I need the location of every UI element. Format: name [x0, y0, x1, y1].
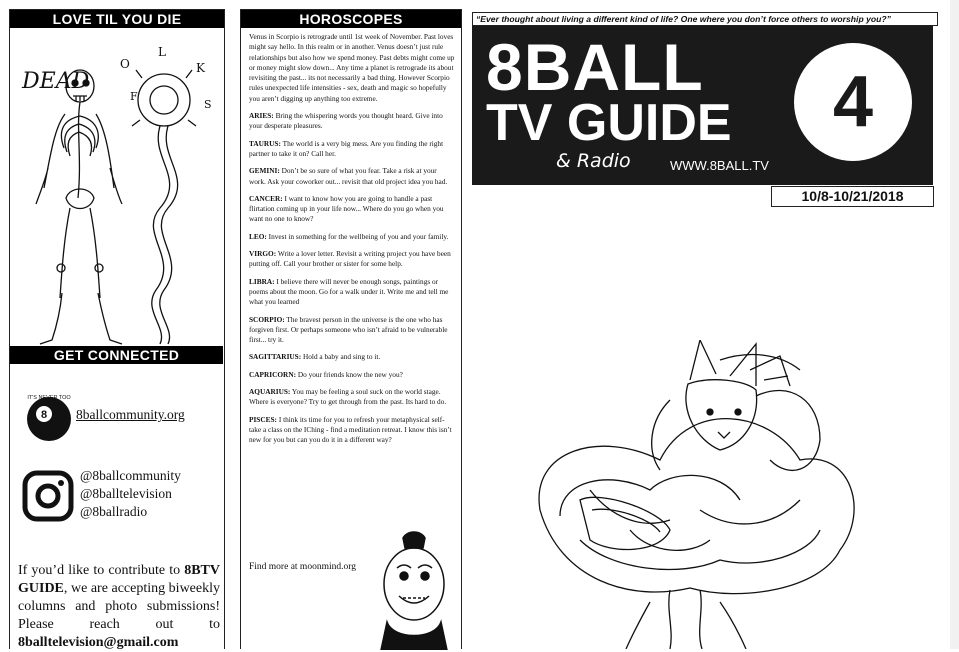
title-banner [472, 26, 933, 185]
sign-text: The world is a very big mess. Are you finding the right partner to take it on? Call her. [249, 138, 444, 158]
sign-text: Do your friends know the new you? [297, 369, 403, 379]
sign-pisces [249, 415, 455, 446]
letter-l: L [158, 45, 166, 59]
sign-name: PISCES: [249, 414, 277, 424]
horoscopes-column [240, 9, 462, 649]
sign-name: TAURUS: [249, 138, 281, 148]
horoscope-intro: Venus in Scorpio is retrograde until 1st week of November. Past loves might say hello. In this realm or in another. Venus doesn’t just rule relationships but also how we spend money. Past debts might come up or money might slow down... Any time a planet is retrograde its about revisiting the past... its not necessarily a bad thing. However Scorpio rules unexpected life intensities - sex, death and magic so hopefully you aren’t digging up anything too extreme. [249, 32, 455, 103]
sign-text: I believe there will never be enough songs, paintings or poems about the moon. Go for a walk under it. Write me and tell me what you learned [249, 276, 449, 307]
8ball-logo-icon [24, 392, 74, 442]
logo-number: 8 [40, 409, 48, 421]
instagram-icon[interactable] [22, 470, 74, 522]
contrib-email[interactable]: 8balltelevision@gmail.com [18, 635, 179, 650]
sign-text: The bravest person in the universe is the one who has forgiven first. Or perhaps someone who isn’t afraid to be vulnerable first... try it. [249, 314, 448, 345]
sign-name: AQUARIUS: [249, 387, 291, 397]
horoscope-text [249, 32, 455, 453]
handle-radio[interactable]: @8ballradio [80, 504, 148, 519]
sign-leo [249, 232, 455, 242]
sign-name: GEMINI: [249, 166, 280, 176]
sign-text: Don’t be so sure of what you fear. Take a risk at your work. Ask your coworker out... revisit that old project idea you had. [249, 166, 448, 186]
contrib-intro: If you’d like to contribute to [18, 563, 181, 578]
sign-aquarius [249, 387, 455, 408]
contribute-paragraph [18, 562, 220, 652]
tagline-quote: “Ever thought about living a different kind of life? One where you don’t force others to worship you?” [472, 12, 938, 26]
dead-word: DEAD [22, 69, 90, 94]
page-edge [950, 0, 959, 649]
get-connected-section [10, 346, 223, 364]
sign-name: LIBRA: [249, 276, 275, 286]
sign-name: SAGITTARIUS: [249, 352, 302, 362]
creature-flower-illustration [520, 340, 870, 649]
sign-capricorn [249, 370, 455, 380]
logo-tagline: IT'S NEVER TOO [27, 395, 71, 401]
sign-name: ARIES: [249, 111, 274, 121]
sign-gemini [249, 166, 455, 187]
skeleton-illustration [10, 28, 223, 346]
sign-text: I think its time for you to refresh your metaphysical self- take a class on the IChing - find a meditation retreat. I know this isn’t new for you but can you do it in a different way? [249, 414, 452, 445]
sign-name: SCORPIO: [249, 314, 285, 324]
sign-name: LEO: [249, 231, 267, 241]
letter-s: S [204, 98, 212, 111]
love-til-you-die-header: LOVE TIL YOU DIE [10, 10, 224, 28]
contrib-rest: , we are accepting biweekly columns and photo submissions! Please reach out to [18, 581, 220, 632]
sign-text: Write a lover letter. Revisit a writing project you have been putting off. Call your brother or sister for some help. [249, 249, 451, 269]
sign-virgo [249, 249, 455, 270]
sign-text: You may be feeling a soul suck on the world stage. Where is everyone? Try to get through from the past. Its hard to do. [249, 387, 447, 407]
letter-f: F [130, 90, 138, 103]
get-connected-header: GET CONNECTED [10, 346, 223, 364]
handle-television[interactable]: @8balltelevision [80, 486, 172, 501]
handle-community[interactable]: @8ballcommunity [80, 468, 181, 483]
sign-cancer [249, 194, 455, 225]
left-column [9, 9, 225, 649]
website-link[interactable]: WWW.8BALL.TV [670, 158, 769, 173]
title-8ball: 8BALL [486, 30, 704, 104]
sign-text: I want to know how you are going to handle a past flirtation coming up in your life now... Where do you go when you want no one to know? [249, 193, 444, 224]
sign-name: CANCER: [249, 193, 283, 203]
sign-text: Invest in something for the wellbeing of you and your family. [268, 231, 449, 241]
letter-k: K [196, 61, 205, 75]
radio-label: & Radio [556, 150, 631, 172]
horoscopes-header: HOROSCOPES [241, 10, 461, 28]
issue-number: 4 [794, 43, 912, 161]
issue-dates: 10/8-10/21/2018 [771, 186, 934, 207]
sign-name: VIRGO: [249, 249, 277, 259]
moonmind-link[interactable]: Find more at moonmind.org [249, 562, 356, 572]
cartoon-face-illustration [373, 530, 455, 650]
social-handles [80, 467, 181, 521]
community-site-link[interactable]: 8ballcommunity.org [76, 407, 185, 422]
sign-taurus [249, 139, 455, 160]
sign-text: Hold a baby and sing to it. [303, 352, 381, 362]
sign-name: CAPRICORN: [249, 369, 297, 379]
sign-text: Bring the whispering words you thought heard. Give into your desperate pleasures. [249, 111, 443, 131]
title-tv-guide: TV GUIDE [486, 94, 732, 152]
sign-sagittarius [249, 352, 455, 362]
sign-libra [249, 277, 455, 308]
sign-scorpio [249, 315, 455, 346]
sign-aries [249, 111, 455, 132]
contrib-name: 8BTV GUIDE [18, 563, 220, 596]
letter-o: O [120, 57, 130, 71]
